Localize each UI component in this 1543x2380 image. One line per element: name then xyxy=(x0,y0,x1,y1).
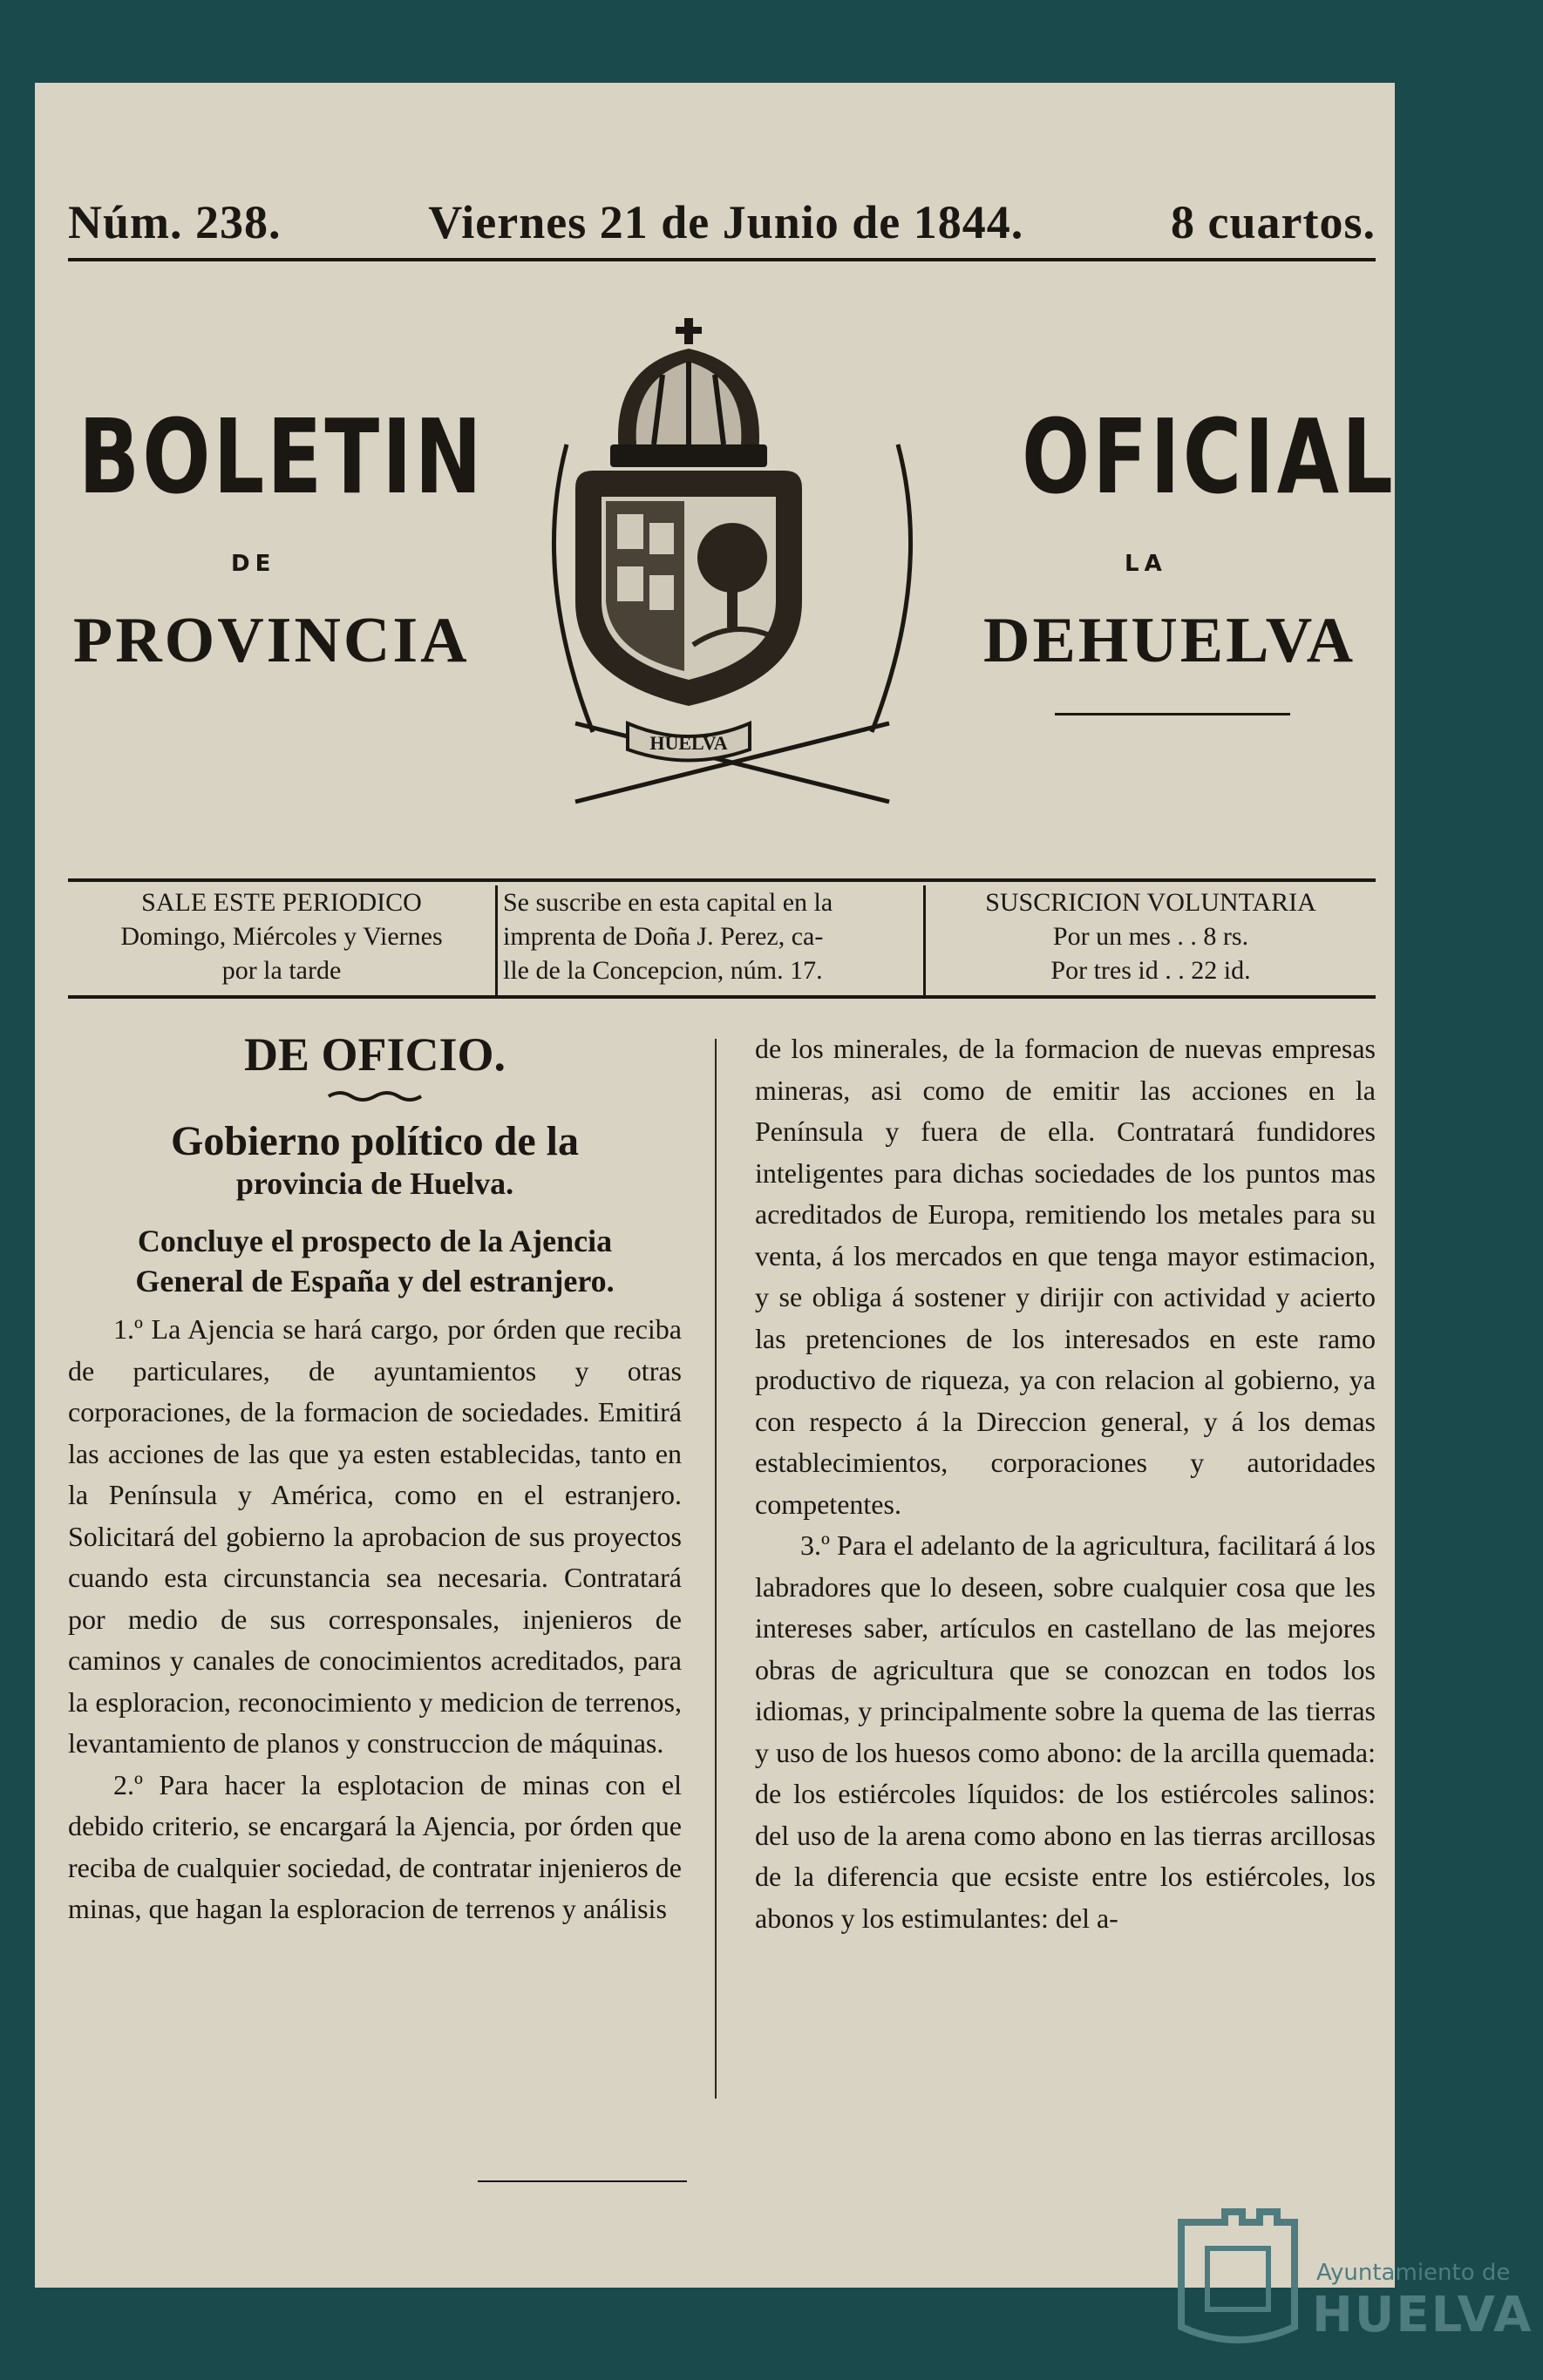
department-subtitle: provincia de Huelva. xyxy=(235,1166,514,1201)
prospectus-title-line-2: General de España y del estranjero. xyxy=(135,1264,615,1298)
footer-rule xyxy=(478,2180,687,2182)
ribbon-text: HUELVA xyxy=(649,732,728,754)
masthead-underline xyxy=(1055,713,1290,715)
issue-price: 8 cuartos. xyxy=(1171,196,1376,248)
prices-line-1: SUSCRICION VOLUNTARIA xyxy=(985,888,1316,917)
infobox-top-rule xyxy=(68,878,1376,882)
issue-header xyxy=(68,195,1376,249)
article-paragraph-1: 1.º La Ajencia se hará cargo, por órden que reciba de particulares, de ayuntamientos y otras corporaciones, de la formacion de sociedades. Emitirá las acciones de las que ya esten establecidas, tanto en la Península y América, como en el estranjero. Solicitará del gobierno la aprobacion de sus proyectos cuando esta circunstancia sea necesaria. Contratará por medio de sus corresponsales, injenieros de caminos y canales de conocimientos acreditados, para la esploracion, reconocimiento y medicion de terrenos, levantamiento de planos y construccion de máquinas. xyxy=(68,1313,682,1759)
masthead-word-boletin: BOLETIN xyxy=(78,397,485,517)
ribbon-banner xyxy=(628,723,750,761)
issue-number: Núm. 238. xyxy=(68,196,282,248)
right-column xyxy=(755,1028,1376,1939)
shield-icon xyxy=(575,471,802,706)
coat-of-arms-emblem xyxy=(514,314,950,837)
prospectus-title-line-1: Concluye el prospecto de la Ajencia xyxy=(137,1224,613,1258)
schedule-line-3: por la tarde xyxy=(221,956,342,985)
issue-date: Viernes 21 de Junio de 1844. xyxy=(428,196,1024,248)
masthead-word-la: LA xyxy=(1125,551,1167,577)
column-divider xyxy=(715,1039,717,2099)
subscription-prices xyxy=(926,885,1376,995)
masthead-word-oficial: OFICIAL xyxy=(1022,397,1396,517)
schedule-line-1: SALE ESTE PERIODICO xyxy=(141,888,422,917)
schedule-line-2: Domingo, Miércoles y Viernes xyxy=(120,922,443,951)
section-title: DE OFICIO. xyxy=(243,1028,506,1081)
ornament-divider-icon xyxy=(327,1088,423,1103)
prices-line-3: Por tres id . . 22 id. xyxy=(1050,956,1251,985)
subscription-info-box xyxy=(68,885,1376,995)
masthead-word-de: DE xyxy=(231,551,276,577)
masthead-word-provincia: PROVINCIA xyxy=(73,605,470,676)
infobox-bottom-rule xyxy=(68,995,1376,999)
article-paragraph-2: 2.º Para hacer la esplotacion de minas con el debido criterio, se encargará la Ajencia, por órden que reciba de cualquier sociedad, de contratar injenieros de minas, que hagan la esploracion de terrenos y análisis xyxy=(68,1768,682,1924)
left-column xyxy=(68,1028,682,1930)
address-line-3: lle de la Concepcion, núm. 17. xyxy=(503,956,823,985)
watermark-line-2: HUELVA xyxy=(1312,2287,1533,2343)
address-line-2: imprenta de Doña J. Perez, ca- xyxy=(503,922,824,951)
article-paragraph-continued: de los minerales, de la formacion de nuevas empresas mineras, asi como de emitir las acciones en la Península y fuera de ella. Contratará fundidores inteligentes para dichas sociedades de los puntos mas acreditados de Europa, remitiendo los metales para su venta, á los mercados en que tenga mayor estimacion, y se obliga á sostener y dirijir con actividad y acierto las pretenciones de los interesados en este ramo productivo de riqueza, ya con relacion al gobierno, ya con respecto á la Direccion general, y á los demas establecimientos, corporaciones y autoridades competentes. xyxy=(755,1033,1376,1520)
prices-line-2: Por un mes . . 8 rs. xyxy=(1052,922,1249,951)
department-title: Gobierno político de la xyxy=(171,1118,579,1164)
subscription-address xyxy=(498,885,926,995)
crown-icon xyxy=(610,318,767,467)
header-rule xyxy=(68,258,1376,261)
watermark-line-1: Ayuntamiento de xyxy=(1316,2260,1511,2286)
masthead-word-dehuelva: DEHUELVA xyxy=(983,605,1356,676)
article-paragraph-3: 3.º Para el adelanto de la agricultura, facilitará á los labradores que lo deseen, sobre cualquier cosa que les intereses saber, artículos en castellano de las mejores obras de agricultura que se conozcan en todos los idiomas, y principalmente sobre la quema de las tierras y uso de los huesos como abono: de la arcilla quemada: de los estiércoles líquidos: de los estiércoles salinos: del uso de la arena como abono en las tierras arcillosas de la diferencia que ecsiste entre los estiércoles, los abonos y los estimulantes: del a- xyxy=(755,1529,1376,1934)
address-line-1: Se suscribe en esta capital en la xyxy=(503,888,833,917)
publication-schedule xyxy=(68,885,498,995)
